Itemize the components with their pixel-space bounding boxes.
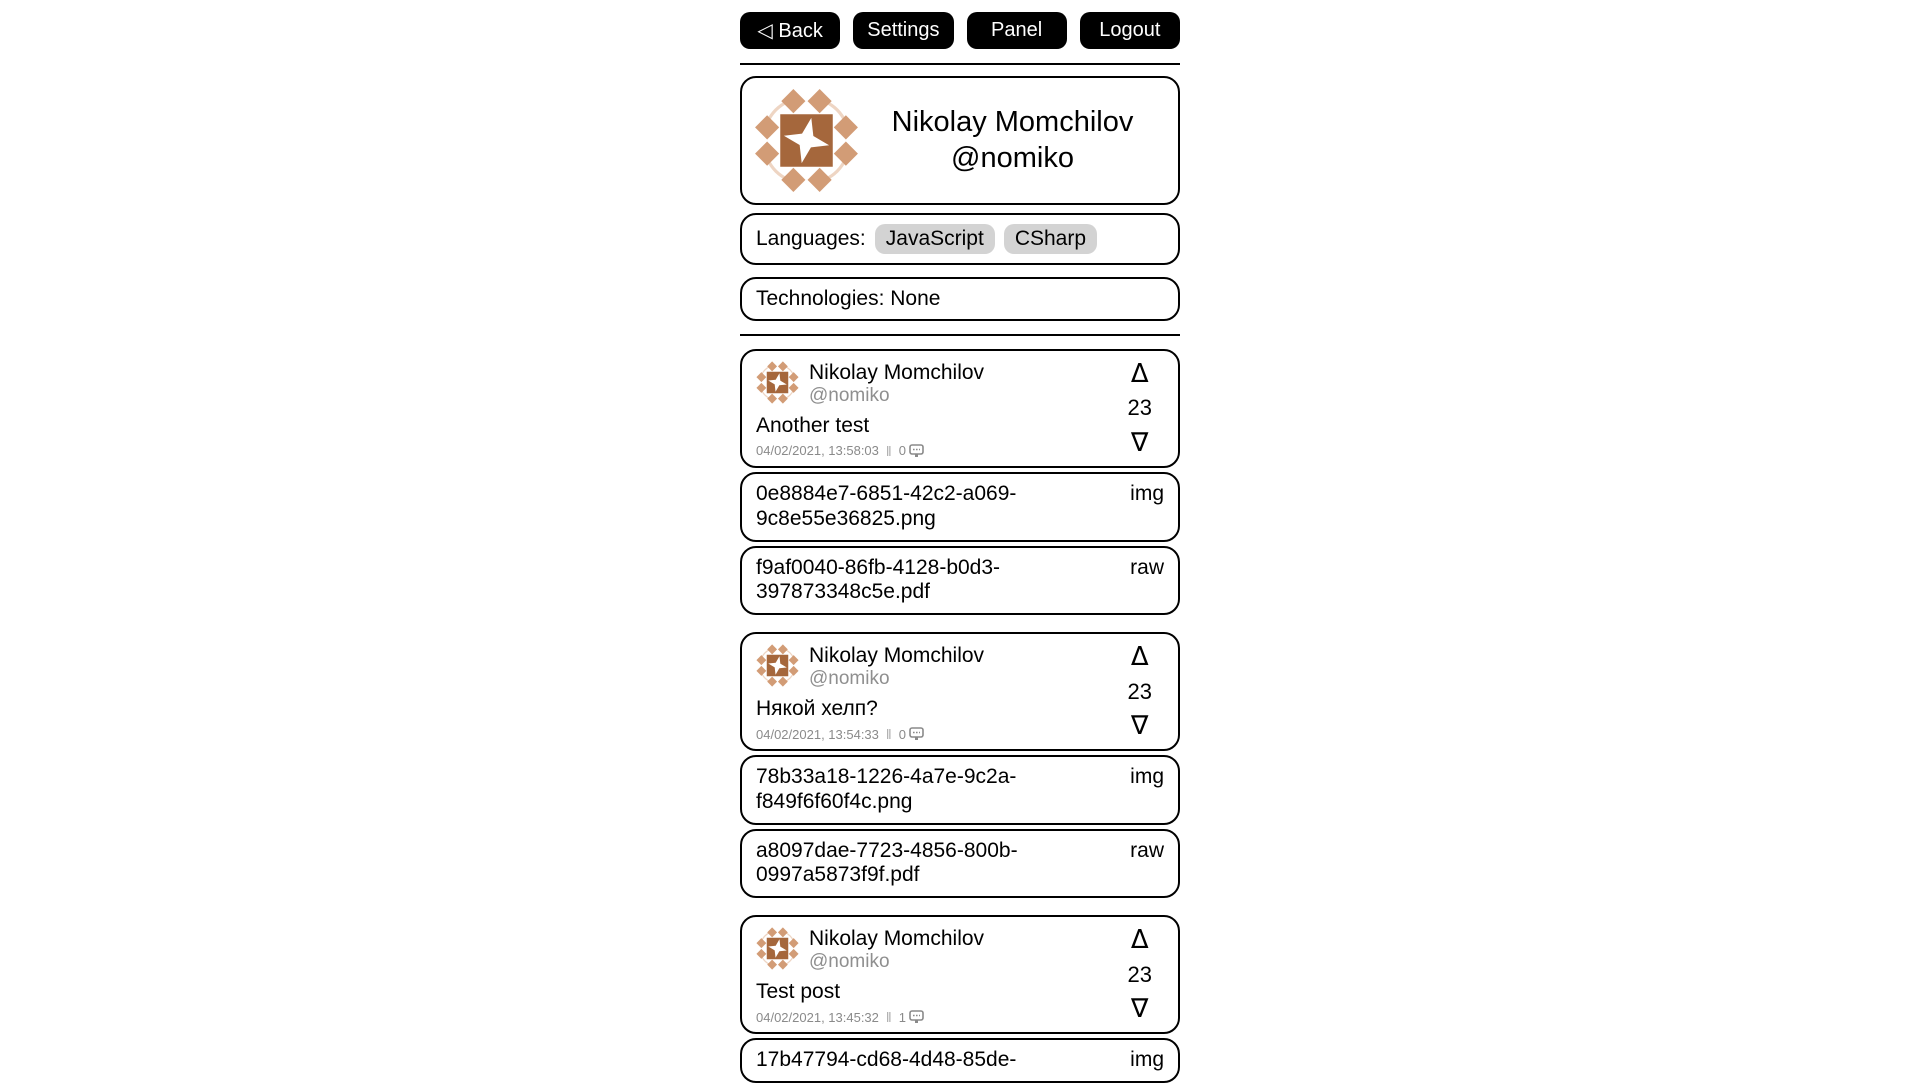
- profile-handle: @nomiko: [951, 141, 1074, 174]
- attachment-filename: 17b47794-cd68-4d48-85de-: [756, 1048, 1017, 1072]
- attachment-filename: 0e8884e7-6851-42c2-a069-9c8e55e36825.png: [756, 481, 1017, 530]
- post-author: Nikolay Momchilov: [809, 361, 985, 384]
- post-comment-count: 0: [898, 726, 906, 742]
- comment-icon: [909, 444, 924, 458]
- main-column: [740, 0, 1180, 1083]
- attachment-filename: f9af0040-86fb-4128-b0d3-397873348c5e.pdf: [756, 555, 1001, 604]
- comment-icon: [909, 727, 924, 741]
- attachment-item[interactable]: [740, 546, 1180, 616]
- downvote-button[interactable]: ∇: [1131, 427, 1149, 458]
- upvote-button[interactable]: Δ: [1130, 642, 1149, 673]
- languages-card: [740, 213, 1180, 265]
- post-card[interactable]: [740, 915, 1180, 1034]
- back-button[interactable]: ◁ Back: [740, 12, 840, 49]
- attachment-item[interactable]: [740, 829, 1180, 899]
- post-timestamp: 04/02/2021, 13:58:03: [756, 443, 879, 459]
- attachment-type: raw: [1130, 838, 1164, 862]
- downvote-button[interactable]: ∇: [1131, 711, 1149, 742]
- post-timestamp: 04/02/2021, 13:45:32: [756, 1009, 879, 1025]
- attachment-item[interactable]: [740, 1038, 1180, 1083]
- upvote-button[interactable]: Δ: [1130, 925, 1149, 956]
- post-author: Nikolay Momchilov: [809, 927, 985, 951]
- post-comment-count: 0: [898, 443, 906, 459]
- comment-icon: [909, 1010, 924, 1024]
- languages-label: Languages:: [756, 227, 866, 250]
- post-header: [756, 361, 1108, 407]
- post-avatar-identicon: [756, 927, 799, 970]
- post-header: [756, 927, 1108, 973]
- post-timestamp: 04/02/2021, 13:54:33: [756, 726, 879, 742]
- profile-names: [859, 105, 1166, 176]
- vote-score: 23: [1127, 961, 1152, 987]
- post-title: Another test: [756, 413, 870, 437]
- post-title: Test post: [756, 980, 841, 1004]
- meta-separator: ‖: [885, 1009, 892, 1026]
- vote-column: [1128, 361, 1152, 456]
- logout-button[interactable]: Logout: [1080, 12, 1180, 49]
- attachment-item[interactable]: [740, 472, 1180, 542]
- vote-score: 23: [1127, 678, 1152, 704]
- post-handle: @nomiko: [809, 385, 890, 407]
- post-avatar-identicon: [756, 361, 799, 404]
- post-meta: [756, 1009, 1108, 1025]
- vote-column: [1127, 642, 1152, 742]
- meta-separator: ‖: [885, 726, 892, 743]
- post-handle: @nomiko: [809, 951, 890, 973]
- downvote-button[interactable]: ∇: [1131, 994, 1149, 1025]
- profile-avatar-identicon: [754, 88, 859, 193]
- profile-name: Nikolay Momchilov: [891, 106, 1134, 139]
- meta-separator: ‖: [885, 442, 892, 459]
- post-card[interactable]: [740, 349, 1180, 468]
- vote-score: 23: [1127, 395, 1152, 421]
- technologies-card: [740, 277, 1180, 321]
- panel-button[interactable]: Panel: [967, 12, 1067, 49]
- profile-card: [740, 76, 1180, 205]
- attachment-type: raw: [1130, 555, 1164, 579]
- vote-column: [1127, 925, 1152, 1025]
- post-meta: [756, 443, 1108, 459]
- upvote-button[interactable]: Δ: [1130, 359, 1149, 389]
- post-avatar-identicon: [756, 644, 799, 687]
- attachment-type: img: [1130, 1048, 1164, 1072]
- post-meta: [756, 726, 1108, 742]
- post-handle: @nomiko: [809, 668, 890, 690]
- post-title: Някой хелп?: [756, 697, 878, 721]
- post-card[interactable]: [740, 632, 1180, 751]
- post-header: [756, 644, 1108, 690]
- attachment-filename: 78b33a18-1226-4a7e-9c2a-f849f6f60f4c.png: [756, 765, 1017, 813]
- post-group: [740, 349, 1180, 615]
- attachment-filename: a8097dae-7723-4856-800b-0997a5873f9f.pdf: [756, 838, 1018, 887]
- top-nav: [740, 12, 1180, 49]
- attachment-item[interactable]: [740, 755, 1180, 825]
- divider-posts: [740, 334, 1180, 336]
- post-group: [740, 632, 1180, 898]
- divider-top: [740, 63, 1180, 65]
- post-author: Nikolay Momchilov: [809, 644, 985, 668]
- language-tag-csharp: CSharp: [1004, 224, 1097, 254]
- technologies-label: Technologies: None: [756, 287, 941, 310]
- attachment-type: img: [1130, 765, 1164, 789]
- settings-button[interactable]: Settings: [853, 12, 953, 49]
- post-comment-count: 1: [898, 1009, 906, 1025]
- language-tag-javascript: JavaScript: [875, 224, 995, 254]
- attachment-type: img: [1130, 481, 1164, 505]
- post-group: [740, 915, 1180, 1083]
